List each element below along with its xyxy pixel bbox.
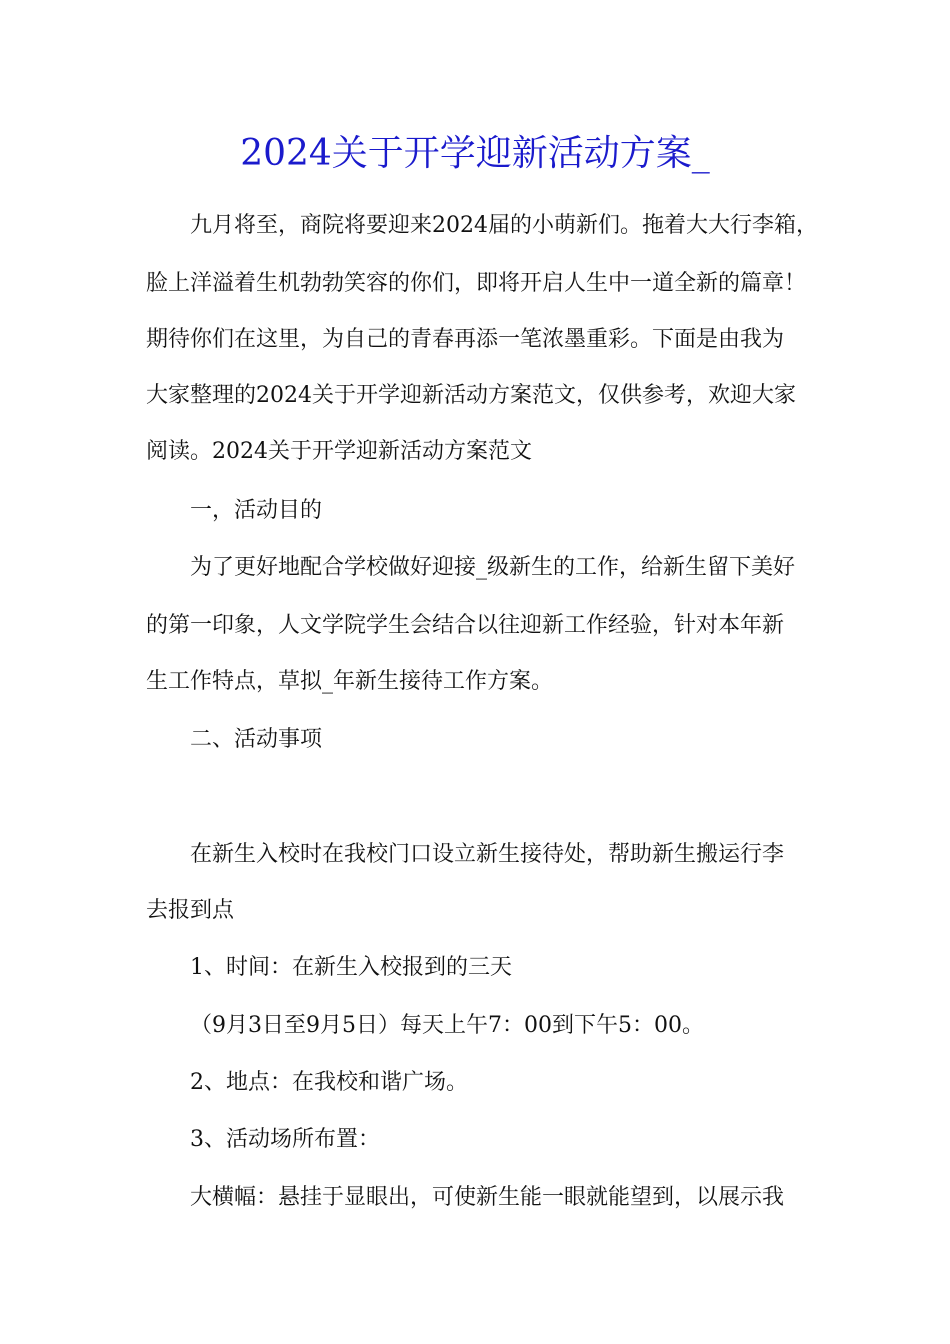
document-title: 2024关于开学迎新活动方案_ — [240, 133, 710, 174]
list-item: 3、活动场所布置： — [190, 1127, 380, 1152]
paragraph-line: 在新生入校时在我校门口设立新生接待处，帮助新生搬运行李 — [190, 842, 785, 867]
paragraph-line: 脸上洋溢着生机勃勃笑容的你们，即将开启人生中一道全新的篇章！ — [146, 271, 807, 296]
paragraph-line: 大家整理的2024关于开学迎新活动方案范文，仅供参考，欢迎大家 — [146, 383, 796, 408]
paragraph-line: 期待你们在这里，为自己的青春再添一笔浓墨重彩。下面是由我为 — [146, 327, 785, 352]
section-heading: 二、活动事项 — [190, 727, 323, 752]
paragraph-line: 阅读。2024关于开学迎新活动方案范文 — [146, 439, 532, 464]
paragraph-line: （9月3日至9月5日）每天上午7：00到下午5：00。 — [190, 1013, 704, 1038]
paragraph-line: 去报到点 — [146, 898, 235, 923]
paragraph-line: 的第一印象，人文学院学生会结合以往迎新工作经验，针对本年新 — [146, 613, 785, 638]
paragraph-line: 大横幅：悬挂于显眼出，可使新生能一眼就能望到，以展示我 — [190, 1185, 785, 1210]
list-item: 2、地点：在我校和谐广场。 — [190, 1070, 468, 1095]
list-item: 1、时间：在新生入校报到的三天 — [190, 955, 512, 980]
paragraph-line: 为了更好地配合学校做好迎接_级新生的工作，给新生留下美好 — [190, 555, 796, 580]
paragraph-line: 生工作特点，草拟_年新生接待工作方案。 — [146, 669, 554, 694]
paragraph-line: 九月将至，商院将要迎来2024届的小萌新们。拖着大大行李箱， — [190, 213, 818, 238]
section-heading: 一，活动目的 — [190, 498, 323, 523]
